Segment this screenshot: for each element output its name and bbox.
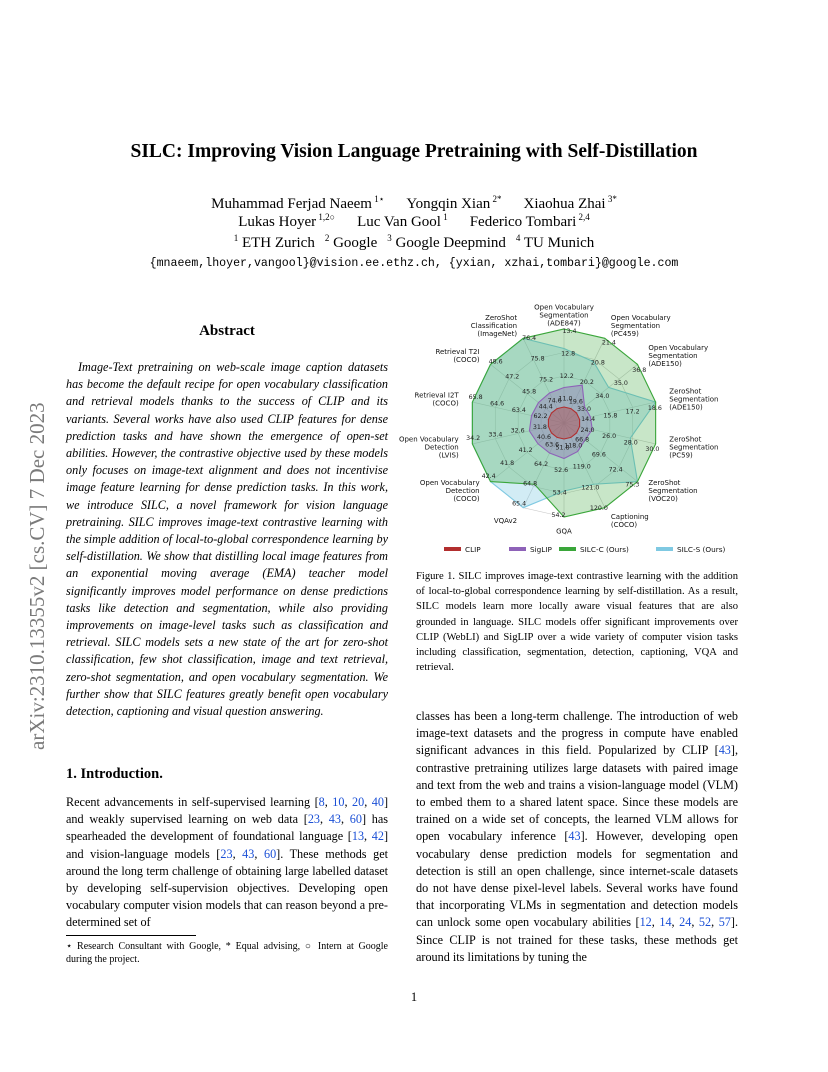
author-superscript: 3* bbox=[605, 194, 617, 204]
legend-swatch bbox=[509, 547, 526, 551]
citation-link[interactable]: 8 bbox=[318, 795, 325, 809]
radar-axis-label: ZeroShot bbox=[669, 387, 702, 396]
radar-value-label: 12.2 bbox=[559, 373, 574, 381]
radar-value-label: 20.2 bbox=[579, 379, 594, 386]
affiliation-superscript: 2 bbox=[324, 233, 330, 243]
text-run: ] and weakly supervised learning on web data [ bbox=[66, 795, 389, 827]
citation-link[interactable]: 60 bbox=[263, 846, 277, 861]
radar-value-label: 63.4 bbox=[511, 406, 526, 414]
radar-value-label: 30.0 bbox=[645, 445, 660, 453]
citation-link[interactable]: 52 bbox=[698, 915, 712, 930]
radar-value-label: 75.8 bbox=[530, 355, 545, 363]
radar-axis-label: (PC459) bbox=[610, 330, 639, 339]
radar-axis-label: (ImageNet) bbox=[477, 330, 518, 339]
radar-axis-label: Detection bbox=[424, 443, 459, 452]
citation-link[interactable]: 23 bbox=[220, 846, 233, 861]
legend-swatch bbox=[559, 547, 576, 551]
radar-axis-label: (ADE150) bbox=[648, 360, 682, 369]
radar-axis-label: Segmentation bbox=[669, 443, 719, 452]
radar-value-label: 14.4 bbox=[581, 416, 596, 423]
text-run: , bbox=[340, 812, 350, 827]
radar-axis-label: (ADE847) bbox=[547, 319, 581, 328]
author-name: Lukas Hoyer bbox=[238, 214, 317, 230]
citation-link[interactable]: 14 bbox=[659, 915, 672, 930]
citation-link[interactable]: 43 bbox=[568, 829, 581, 844]
author-name: Xiaohua Zhai bbox=[523, 196, 606, 212]
radar-value-label: 40.6 bbox=[536, 434, 552, 442]
citation-link[interactable]: 43 bbox=[328, 812, 341, 827]
radar-value-label: 44.4 bbox=[538, 403, 553, 411]
text-run: , bbox=[364, 829, 372, 844]
radar-value-label: 63.6 bbox=[545, 441, 560, 449]
radar-axis-label: Open Vocabulary bbox=[534, 303, 594, 312]
citation-link[interactable]: 57 bbox=[718, 915, 731, 930]
text-run: , bbox=[711, 915, 719, 930]
text-run: , bbox=[691, 915, 699, 930]
radar-value-label: 36.8 bbox=[632, 367, 647, 374]
radar-value-label: 120.0 bbox=[589, 505, 608, 513]
radar-value-label: 42.4 bbox=[481, 473, 496, 480]
radar-value-label: 51.8 bbox=[555, 444, 570, 452]
author-superscript: 1⋆ bbox=[371, 194, 385, 204]
author-superscript: 2* bbox=[490, 194, 502, 204]
paper-title: SILC: Improving Vision Language Pretraining with Self-Distillation bbox=[130, 141, 698, 162]
radar-value-label: 76.4 bbox=[522, 334, 537, 342]
footnote-divider bbox=[66, 935, 196, 936]
radar-axis-label: Segmentation bbox=[648, 352, 698, 361]
citation-link[interactable]: 43 bbox=[718, 743, 731, 758]
radar-axis-label: (PC59) bbox=[669, 451, 693, 460]
text-run: , bbox=[344, 795, 353, 809]
text-run: , bbox=[324, 795, 333, 809]
radar-value-label: 17.2 bbox=[625, 408, 640, 416]
author-name: Federico Tombari bbox=[469, 214, 577, 230]
arxiv-identifier-stamp bbox=[14, 290, 54, 760]
radar-value-label: 66.8 bbox=[575, 436, 590, 444]
author-emails: {mnaeem,lhoyer,vangool}@vision.ee.ethz.ch, {yxian, xzhai,tombari}@google.com bbox=[149, 257, 679, 270]
right-column-text bbox=[416, 708, 738, 966]
affiliation-superscript: 3 bbox=[387, 233, 392, 243]
radar-value-label: 121.0 bbox=[581, 484, 600, 492]
radar-value-label: 11.0 bbox=[558, 395, 573, 403]
citation-link[interactable]: 20 bbox=[352, 795, 365, 809]
legend-entry: CLIP bbox=[465, 545, 481, 554]
radar-value-label: 35.0 bbox=[613, 380, 628, 387]
citation-link[interactable]: 13 bbox=[351, 829, 365, 844]
radar-value-label: 34.2 bbox=[466, 435, 481, 443]
affiliation-name: TU Munich bbox=[520, 235, 595, 251]
legend-swatch bbox=[656, 547, 673, 551]
radar-axis-label: Segmentation bbox=[610, 322, 661, 331]
affiliation-name: Google bbox=[329, 235, 378, 251]
author-superscript: 1,2○ bbox=[316, 212, 336, 222]
radar-axis-label: (COCO) bbox=[432, 399, 459, 408]
affiliations-line bbox=[0, 233, 828, 252]
citation-link[interactable]: 12 bbox=[639, 915, 652, 930]
text-run: ] has spearheaded the development of foundational language [ bbox=[66, 812, 388, 844]
radar-value-label: 64.2 bbox=[534, 461, 549, 468]
affiliation-superscript: 4 bbox=[515, 233, 521, 243]
radar-value-label: 33.4 bbox=[488, 431, 503, 439]
radar-axis-label: (LVIS) bbox=[438, 451, 459, 460]
author-superscript: 1 bbox=[440, 212, 448, 222]
radar-value-label: 28.0 bbox=[623, 439, 638, 447]
radar-axis-label: (COCO) bbox=[610, 520, 638, 529]
author-line-1 bbox=[0, 194, 828, 213]
radar-value-label: 45.8 bbox=[522, 388, 537, 396]
radar-value-label: 47.2 bbox=[505, 373, 520, 381]
radar-axis-label: ZeroShot bbox=[648, 478, 681, 487]
radar-legend bbox=[444, 545, 726, 554]
radar-value-label: 54.2 bbox=[551, 512, 566, 519]
radar-value-label: 21.4 bbox=[601, 339, 616, 347]
citation-link[interactable]: 23 bbox=[307, 812, 321, 827]
radar-value-label: 32.6 bbox=[510, 427, 525, 435]
abstract-heading: Abstract bbox=[199, 323, 255, 339]
radar-axis-label: Classification bbox=[470, 322, 518, 331]
radar-axis-label: Segmentation bbox=[669, 395, 719, 404]
radar-value-label: 12.8 bbox=[561, 350, 576, 358]
text-run: Recent advancements in self-supervised learning [ bbox=[66, 795, 319, 809]
author-superscript: 2,4 bbox=[576, 212, 590, 222]
radar-value-label: 18.6 bbox=[647, 404, 662, 412]
legend-entry: SigLIP bbox=[530, 545, 552, 554]
radar-value-label: 13.4 bbox=[562, 328, 577, 335]
text-run: , bbox=[320, 812, 329, 827]
text-run: ]. These methods get around the long term challenge of obtaining large labelled dataset by developing self-supervision objectives. Developing open vocabulary computer vision models that can reason beyond a pre-determined set of bbox=[66, 846, 388, 930]
radar-value-label: 118.0 bbox=[564, 442, 583, 450]
footnote: ⋆ Research Consultant with Google, * Equal advising, ○ Intern at Google during the project. bbox=[66, 941, 388, 965]
affiliation-superscript: 1 bbox=[233, 233, 239, 243]
citation-link[interactable]: 24 bbox=[679, 915, 692, 930]
radar-axis-label: VQAv2 bbox=[493, 516, 518, 525]
legend-entry: SILC-C (Ours) bbox=[580, 545, 629, 554]
text-run: , bbox=[364, 795, 372, 809]
radar-value-label: 41.2 bbox=[518, 447, 533, 454]
radar-chart-figure bbox=[398, 303, 742, 565]
radar-value-label: 53.4 bbox=[552, 489, 567, 497]
figure-caption: Figure 1. SILC improves image-text contrastive learning with the addition of local-to-global correspondence learning by self-distillation. As a result, SILC models learn more locally aware visual features that are also grounded in language. SILC models offer significant improvements over CLIP (WebLI) and SigLIP over a wide variety of computer vision tasks including classification, segmentation, detection, captioning, VQA and retrieval. bbox=[416, 571, 738, 674]
radar-value-label: 33.0 bbox=[576, 405, 592, 413]
radar-axis-label: GQA bbox=[556, 527, 572, 536]
radar-value-label: 65.8 bbox=[468, 394, 483, 402]
radar-axis-label: Retrieval T2I bbox=[435, 348, 480, 357]
text-run: ]. Since CLIP is not trained for these tasks, these methods get around its limitations by tuning the bbox=[416, 915, 738, 964]
radar-axis-label: (ADE150) bbox=[669, 403, 703, 412]
radar-value-label: 26.0 bbox=[602, 433, 617, 441]
abstract-text: Image-Text pretraining on web-scale image caption datasets has become the default recipe for open vocabulary classification and retrieval models thanks to the success of CLIP and its variants. Several works have also used CLIP features for dense prediction tasks and have shown the emergence of open-set abilities. However, the contrastive objective used by these models only focuses on image-text alignment and does not incentivise image feature learning for dense prediction tasks. In this work, we introduce SILC, a novel framework for vision language pretraining. SILC improves image-text contrastive learning with the simple addition of local-to-global correspondence learning by self-distillation. We show that distilling local image features from an exponential moving average (EMA) teacher model significantly improves model performance on dense predictions tasks like detection and segmentation, while also providing improvements on image-level tasks such as classification and retrieval. SILC models sets a new state of the art for zero-shot classification, few shot classification, image and text retrieval, zero-shot segmentation, and open vocabulary segmentation. We further show that SILC features greatly benefit open vocabulary detection, captioning and visual question answering. bbox=[66, 360, 388, 719]
text-run: classes has been a long-term challenge. The introduction of web image-text datasets and the progress in compute have enabled significant advances in this field. Popularized by CLIP [ bbox=[416, 709, 738, 758]
text-run: , bbox=[232, 846, 243, 861]
radar-value-label: 31.8 bbox=[532, 424, 547, 431]
radar-value-label: 41.8 bbox=[500, 460, 515, 467]
radar-value-label: 15.8 bbox=[603, 412, 618, 420]
author-line-2 bbox=[0, 212, 828, 231]
radar-axis-label: (VOC20) bbox=[648, 494, 678, 503]
radar-axis-label: (COCO) bbox=[453, 356, 480, 365]
radar-axis-label: (COCO) bbox=[453, 494, 480, 503]
radar-value-label: 119.0 bbox=[572, 463, 591, 471]
radar-axis-label: ZeroShot bbox=[669, 435, 702, 444]
citation-link[interactable]: 60 bbox=[349, 812, 362, 827]
radar-value-label: 64.8 bbox=[523, 480, 538, 488]
radar-axis-label: Segmentation bbox=[648, 486, 698, 495]
radar-axis-label: Segmentation bbox=[539, 311, 589, 320]
radar-value-label: 72.4 bbox=[608, 466, 623, 474]
citation-link[interactable]: 42 bbox=[371, 829, 384, 844]
citation-link[interactable]: 40 bbox=[371, 795, 384, 809]
radar-axis-label: ZeroShot bbox=[485, 314, 518, 323]
text-run: ], contrastive pretraining utilizes large datasets with paired image and text from the web and trains a vision-language model (VLM) to embed them to a shared latent space. Since these models are trained on a wide set of concepts, the learned VLM allows for open vocabulary inference [ bbox=[416, 743, 738, 844]
radar-value-label: 64.6 bbox=[490, 400, 505, 408]
radar-value-label: 19.6 bbox=[568, 398, 583, 406]
radar-series-clip bbox=[548, 407, 579, 439]
radar-axis-label: Open Vocabulary bbox=[398, 435, 459, 444]
text-run: , bbox=[254, 846, 264, 861]
author-name: Yongqin Xian bbox=[406, 196, 491, 212]
radar-value-label: 52.6 bbox=[554, 466, 569, 474]
text-run: , bbox=[651, 915, 660, 930]
affiliation-name: ETH Zurich bbox=[238, 235, 315, 251]
citation-link[interactable]: 43 bbox=[242, 846, 255, 861]
citation-link[interactable]: 10 bbox=[332, 795, 345, 809]
author-name: Luc Van Gool bbox=[357, 214, 441, 230]
radar-value-label: 69.6 bbox=[591, 451, 606, 459]
radar-value-label: 24.0 bbox=[580, 426, 595, 434]
text-run: , bbox=[671, 915, 680, 930]
arxiv-identifier-text: arXiv:2310.13355v2 [cs.CV] 7 Dec 2023 bbox=[25, 402, 49, 750]
radar-value-label: 48.6 bbox=[488, 358, 503, 366]
radar-value-label: 65.4 bbox=[512, 500, 527, 508]
radar-value-label: 34.0 bbox=[595, 393, 610, 400]
radar-value-label: 74.6 bbox=[547, 397, 562, 405]
radar-axis-label: Open Vocabulary bbox=[419, 478, 480, 487]
legend-swatch bbox=[444, 547, 461, 551]
affiliation-name: Google Deepmind bbox=[391, 235, 506, 251]
page-number: 1 bbox=[410, 990, 418, 1004]
introduction-text bbox=[66, 794, 388, 932]
author-name: Muhammad Ferjad Naeem bbox=[211, 196, 372, 212]
radar-axis-label: Detection bbox=[445, 486, 480, 495]
radar-axis-label: Open Vocabulary bbox=[648, 344, 709, 353]
radar-axis-label: Captioning bbox=[610, 512, 649, 521]
radar-value-label: 75.2 bbox=[539, 376, 554, 384]
radar-value-label: 20.8 bbox=[590, 359, 605, 367]
radar-axis-label: Retrieval I2T bbox=[414, 391, 459, 400]
radar-value-label: 75.3 bbox=[625, 481, 640, 489]
introduction-heading: 1. Introduction. bbox=[66, 766, 163, 782]
radar-value-label: 62.2 bbox=[533, 413, 548, 421]
text-run: ]. However, developing open vocabulary dense prediction models for segmentation and detection is still an open challenge, since internet-scale datasets do not have dense pixel-level labels. Several works have found that incorporating VLMs in segmentation and detection models can unlock some open vocabulary abilities [ bbox=[416, 829, 738, 930]
radar-axis-label: Open Vocabulary bbox=[610, 314, 671, 323]
text-run: ] and vision-language models [ bbox=[66, 829, 388, 861]
legend-entry: SILC-S (Ours) bbox=[677, 545, 726, 554]
